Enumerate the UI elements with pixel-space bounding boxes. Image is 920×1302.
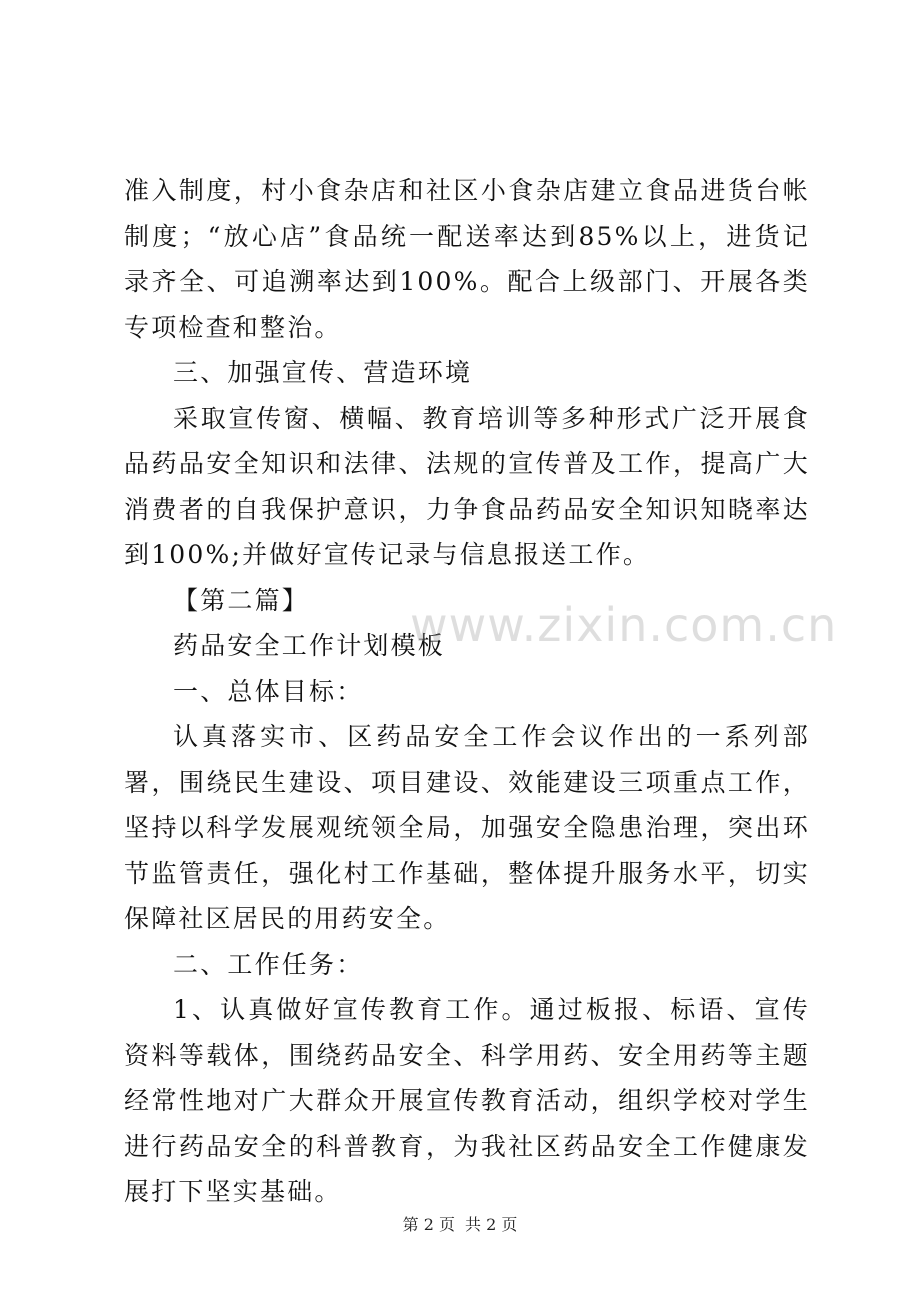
section-heading-3: 三、加强宣传、营造环境 xyxy=(173,358,473,387)
document-title: 药品安全工作计划模板 xyxy=(173,631,446,660)
section-heading-1: 一、总体目标： xyxy=(173,676,364,706)
part-label: 【第二篇】 xyxy=(173,585,310,615)
page-footer xyxy=(0,1212,920,1235)
watermark: www.zixin.com.cn xyxy=(410,598,838,652)
paragraph-goals: 认真落实市、区药品安全工作会议作出的一系列部署，围绕民生建设、项目建设、效能建设三项重点工作，坚持以科学发展观统领全局，加强安全隐患治理，突出环节监管责任，强化村工作基础，整体提升服务水平，切实保障社区居民的用药安全。 xyxy=(124,722,810,933)
paragraph-continuation: 准入制度，村小食杂店和社区小食杂店建立食品进货台帐制度；“放心店”食品统一配送率达到85%以上，进货记录齐全、可追溯率达到100%。配合上级部门、开展各类专项检查和整治。 xyxy=(124,176,810,342)
paragraph-task-1: 1、认真做好宣传教育工作。通过板报、标语、宣传资料等载体，围绕药品安全、科学用药、安全用药等主题经常性地对广大群众开展宣传教育活动，组织学校对学生进行药品安全的科普教育，为我社区药品安全工作健康发展打下坚实基础。 xyxy=(124,995,810,1206)
page-number: 第 2 页 xyxy=(402,1215,455,1234)
paragraph-publicity: 采取宣传窗、横幅、教育培训等多种形式广泛开展食品药品安全知识和法律、法规的宣传普及工作，提高广大消费者的自我保护意识，力争食品药品安全知识知晓率达到100%;并做好宣传记录与信息报送工作。 xyxy=(124,403,810,569)
section-heading-2: 二、工作任务： xyxy=(173,949,364,979)
document-body xyxy=(124,168,810,1215)
page-total: 共 2 页 xyxy=(465,1215,518,1234)
